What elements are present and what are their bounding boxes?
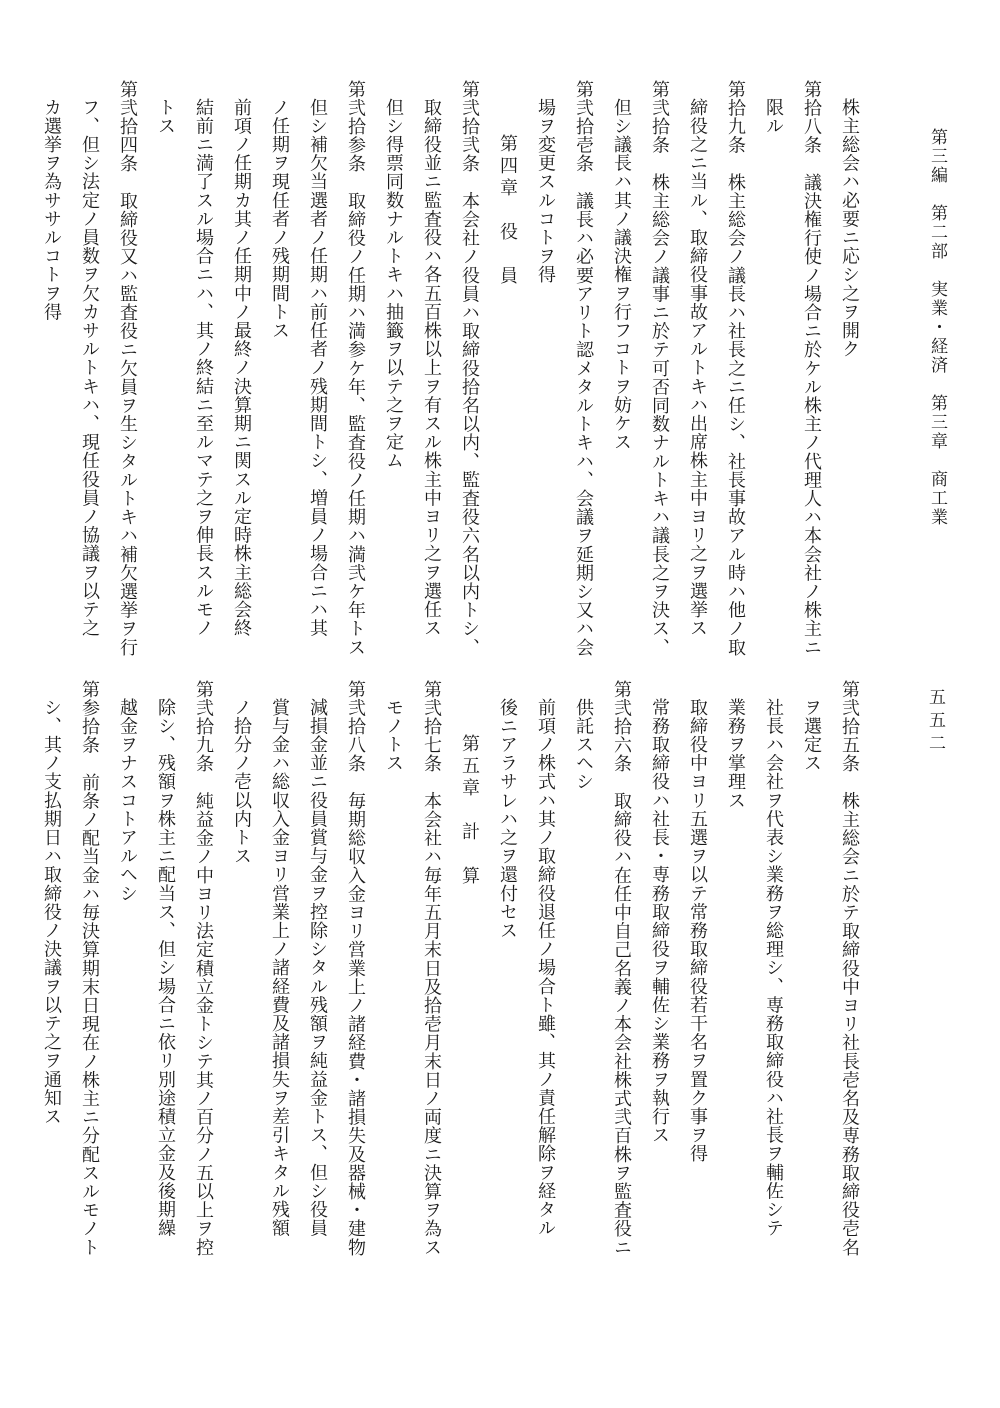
text-column: トス — [155, 98, 176, 136]
text-column: 第弐拾九条 純益金ノ中ヨリ法定積立金トシテ其ノ百分ノ五以上ヲ控 — [193, 680, 214, 1257]
page-number: 五五二 — [925, 688, 945, 757]
text-column: 第弐拾壱条 議長ハ必要アリト認メタルトキハ、会議ヲ延期シ又ハ会 — [573, 80, 594, 657]
text-column: ノ任期ヲ現任者ノ残期間トス — [269, 98, 290, 340]
text-column: ノ拾分ノ壱以内トス — [231, 698, 252, 866]
upper-text-block — [32, 80, 868, 657]
text-column: 第拾九条 株主総会ノ議長ハ社長之ニ任シ、社長事故アル時ハ他ノ取 — [725, 80, 746, 657]
text-column: 第弐拾五条 株主総会ニ於テ取締役中ヨリ社長壱名及専務取締役壱名 — [839, 680, 860, 1257]
text-column: 常務取締役ハ社長・専務取締役ヲ輔佐シ業務ヲ執行ス — [649, 698, 670, 1145]
text-column: 第弐拾八条 毎期総収入金ヨリ営業上ノ諸経費・諸損失及器械・建物 — [345, 680, 366, 1257]
text-column: モノトス — [383, 698, 404, 773]
text-column: 除シ、残額ヲ株主ニ配当ス、但シ場合ニ依リ別途積立金及後期繰 — [155, 698, 176, 1238]
text-column: 前項ノ任期カ其ノ任期中ノ最終ノ決算期ニ関スル定時株主総会終 — [231, 98, 252, 638]
text-column: 第弐拾弐条 本会社ノ役員ハ取締役拾名以内、監査役六名以内トシ、 — [459, 80, 480, 657]
running-header: 第三編 第二部 実業・経済 第三章 商工業 — [927, 128, 947, 527]
text-column: 但シ得票同数ナルトキハ抽籤ヲ以テ之ヲ定ム — [383, 98, 404, 470]
text-column: 越金ヲナスコトアルヘシ — [117, 698, 138, 903]
text-column: 第弐拾六条 取締役ハ在任中自己名義ノ本会社株式弐百株ヲ監査役ニ — [611, 680, 632, 1257]
text-column: 第弐拾条 株主総会ノ議事ニ於テ可否同数ナルトキハ議長之ヲ決ス、 — [649, 80, 670, 657]
chapter-heading: 第四章 役 員 — [497, 134, 518, 288]
text-column: 業務ヲ掌理ス — [725, 698, 746, 810]
text-column: シ、其ノ支払期日ハ取締役ノ決議ヲ以テ之ヲ通知ス — [41, 698, 62, 1126]
text-column: 但シ議長ハ其ノ議決権ヲ行フコトヲ妨ケス — [611, 98, 632, 452]
text-column: 取締役並ニ監査役ハ各五百株以上ヲ有スル株主中ヨリ之ヲ選任ス — [421, 98, 442, 638]
text-column: 第参拾条 前条ノ配当金ハ毎決算期末日現在ノ株主ニ分配スルモノト — [79, 680, 100, 1257]
text-column: 締役之ニ当ル、取締役事故アルトキハ出席株主中ヨリ之ヲ選挙ス — [687, 98, 708, 638]
text-column: 減損金並ニ役員賞与金ヲ控除シタル残額ヲ純益金トス、但シ役員 — [307, 698, 328, 1238]
lower-text-block — [32, 680, 868, 1320]
text-column: 社長ハ会社ヲ代表シ業務ヲ総理シ、専務取締役ハ社長ヲ輔佐シテ — [763, 698, 784, 1238]
text-column: 場ヲ変更スルコトヲ得 — [535, 98, 556, 284]
text-column: カ選挙ヲ為ササルコトヲ得 — [41, 98, 62, 322]
text-column: 第拾八条 議決権行使ノ場合ニ於ケル株主ノ代理人ハ本会社ノ株主ニ — [801, 80, 822, 657]
text-column: 後ニアラサレハ之ヲ還付セス — [497, 698, 518, 940]
text-column: 但シ補欠当選者ノ任期ハ前任者ノ残期間トシ、増員ノ場合ニハ其 — [307, 98, 328, 638]
text-column: 前項ノ株式ハ其ノ取締役退任ノ場合ト雖、其ノ責任解除ヲ経タル — [535, 698, 556, 1238]
text-column: 株主総会ハ必要ニ応シ之ヲ開ク — [839, 98, 860, 359]
text-column: 供託スヘシ — [573, 698, 594, 791]
text-column: フ、但シ法定ノ員数ヲ欠カサルトキハ、現任役員ノ協議ヲ以テ之 — [79, 98, 100, 638]
chapter-heading: 第五章 計 算 — [459, 734, 480, 888]
text-column: 賞与金ハ総収入金ヨリ営業上ノ諸経費及諸損失ヲ差引キタル残額 — [269, 698, 290, 1238]
text-column: ヲ選定ス — [801, 698, 822, 773]
text-column: 第弐拾七条 本会社ハ毎年五月末日及拾壱月末日ノ両度ニ決算ヲ為ス — [421, 680, 442, 1257]
text-column: 第弐拾四条 取締役又ハ監査役ニ欠員ヲ生シタルトキハ補欠選挙ヲ行 — [117, 80, 138, 657]
text-column: 限ル — [763, 98, 784, 136]
text-column: 第弐拾参条 取締役ノ任期ハ満参ケ年、監査役ノ任期ハ満弐ケ年トス — [345, 80, 366, 657]
text-column: 結前ニ満了スル場合ニハ、其ノ終結ニ至ルマテ之ヲ伸長スルモノ — [193, 98, 214, 638]
text-column: 取締役中ヨリ五選ヲ以テ常務取締役若干名ヲ置ク事ヲ得 — [687, 698, 708, 1163]
